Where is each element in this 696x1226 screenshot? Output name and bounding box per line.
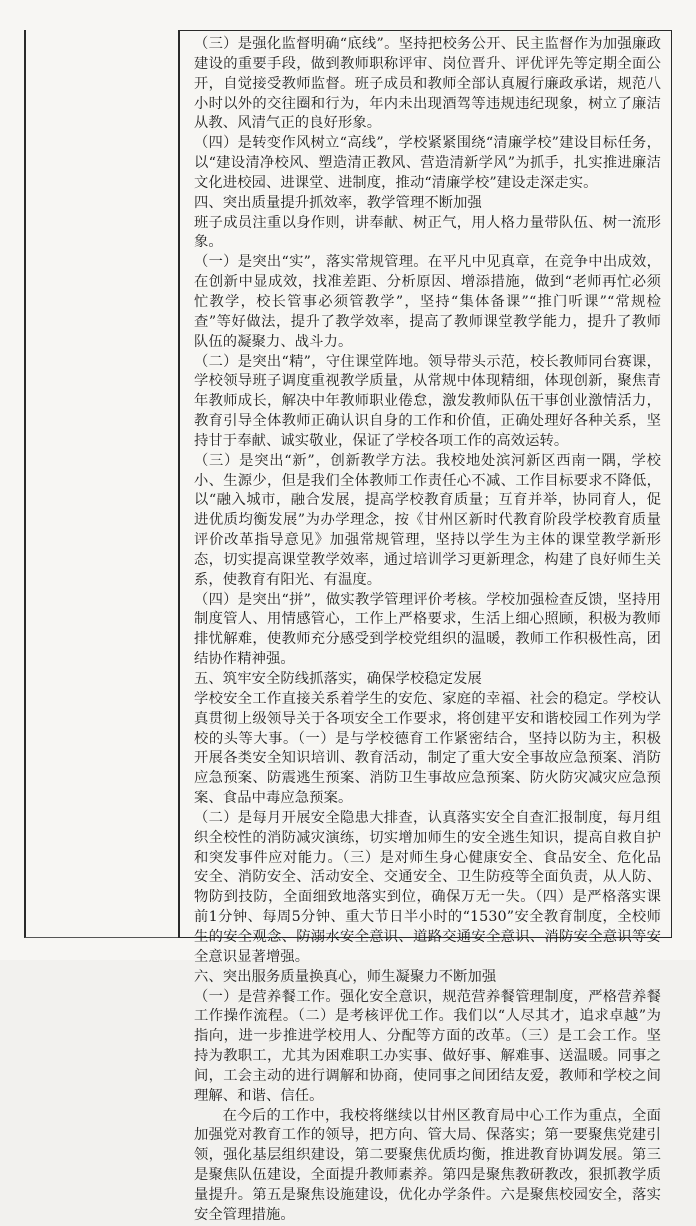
paragraph-teaching-method: （三）是突出“新”，创新教学方法。我校地处滨河新区西南一隅，学校小、生源少，但是我们全体教师工作责任心不减、工作目标要求不降低，以“融入城市，融合发展，提高学校教育质量；互育并举，协同育人，促进优质均衡发展”为办学理念，按《甘州区新时代教育阶段学校教育质量评价改革指导意见》加强常规管理，坚持以学生为主体的课堂教学新形态，切实提高课堂教学效率，通过培训学习更新理念，构建了良好师生关系，使教育有阳光、有温度。	[194, 452, 661, 588]
document-body	[194, 35, 661, 1226]
paragraph-safety-inspection: （二）是每月开展安全隐患大排查，认真落实安全自查汇报制度，每月组织全校性的消防减灾演练，切实增加师生的安全逃生知识，提高自救自护和突发事件应对能力。（三）是对师生身心健康安全、食品安全、危化品安全、消防安全、活动安全、交通安全、卫生防疫等全面负责，从人防、物防到技防，全面细致地落实到位，确保万无一失。（四）是严格落实课前1分钟、每周5分钟、重大节日半小时的“1530”安全教育制度，全校师生的安全观念、防溺水安全意识、道路交通安全意识、消防安全意识等安全意识显著增强。	[194, 809, 661, 965]
paragraph-classroom: （二）是突出“精”，守住课堂阵地。领导带头示范，校长教师同台赛课，学校领导班子调度重视教学质量，从常规中体现精细，体现创新，聚焦青年教师成长，解决中年教师职业倦怠，激发教师队伍干事创业激情活力，教育引导全体教师正确认识自身的工作和价值，正确处理好各种关系，坚持甘于奉献、诚实敬业，保证了学校各项工作的高效运转。	[194, 353, 661, 449]
table-left-cell	[24, 30, 178, 938]
section-heading-5: 五、筑牢安全防线抓落实，确保学校稳定发展	[194, 671, 482, 687]
paragraph-services: （一）是营养餐工作。强化安全意识，规范营养餐管理制度，严格营养餐工作操作流程。（二）是考核评优工作。我们以“人尽其才，追求卓越”为指向，进一步推进学校用人、分配等方面的改革。（三）是工会工作。坚持为教职工，尤其为困难职工办实事、做好事、解难事、送温暖。同事之间，工会主动的进行调解和协商，使同事之间团结友爱，教师和学校之间理解、和谐、信任。	[194, 988, 661, 1104]
section-heading-6: 六、突出服务质量换真心，师生凝聚力不断加强	[194, 968, 497, 985]
paragraph-style-change: （四）是转变作风树立“高线”，学校紧紧围绕“清廉学校”建设目标任务，以“建设清净校风、塑造清正教风、营造清新学风”为抓手，扎实推进廉洁文化进校园、进课堂、进制度，推动“清廉学校”建设走深走实。	[194, 135, 661, 191]
paragraph-safety-intro: 学校安全工作直接关系着学生的安危、家庭的幸福、社会的稳定。学校认真贯彻上级领导关于各项安全工作要求，将创建平安和谐校园工作列为学校的头等大事。（一）是与学校德育工作紧密结合，坚持以防为主，积极开展各类安全知识培训、教育活动，制定了重大安全事故应急预案、消防应急预案、防震逃生预案、消防卫生事故应急预案、防火防灾减灾应急预案、食品中毒应急预案。	[194, 690, 661, 807]
paragraph-leadership: 班子成员注重以身作则，讲奉献、树正气，用人格力量带队伍、树一流形象。	[194, 214, 661, 251]
paragraph-evaluation: （四）是突出“拼”，做实教学管理评价考核。学校加强检查反馈，坚持用制度管人、用情感管心，工作上严格要求，生活上细心照顾，积极为教师排忧解难，使教师充分感受到学校党组织的温暖，教师工作积极性高，团结协作精神强。	[194, 591, 661, 668]
paragraph-future-work: 在今后的工作中，我校将继续以甘州区教育局中心工作为重点，全面加强党对教育工作的领导，把方向、管大局、保落实；第一要聚焦党建引领，强化基层组织建设，第二要聚焦优质均衡，推进教育协调发展。第三是聚焦队伍建设，全面提升教师素养。第四是聚焦教研教改，狠抓教学质量提升。第五是聚焦设施建设，优化办学条件。六是聚焦校园安全，落实安全管理措施。	[194, 1107, 661, 1223]
table-content-cell	[178, 30, 672, 1223]
paragraph-routine-management: （一）是突出“实”，落实常规管理。在平凡中见真章，在竞争中出成效，在创新中显成效，找准差距、分析原因、增添措施，做到“老师再忙必须忙教学，校长管事必须管教学”，坚持“集体备课”“推门听课”“常规检查”等好做法，提升了教学效率，提高了教师课堂教学能力，提升了教师队伍的凝聚力、战斗力。	[194, 254, 661, 350]
paragraph-supervision: （三）是强化监督明确“底线”。坚持把校务公开、民主监督作为加强廉政建设的重要手段，做到教师职称评审、岗位晋升、评优评先等定期全面公开，自觉接受教师监督。班子成员和教师全部认真履行廉政承诺，规范八小时以外的交往圈和行为，年内未出现酒驾等违规违纪现象，树立了廉洁从教、风清气正的良好形象。	[194, 36, 661, 132]
section-heading-4: 四、突出质量提升抓效率，教学管理不断加强	[194, 194, 482, 211]
